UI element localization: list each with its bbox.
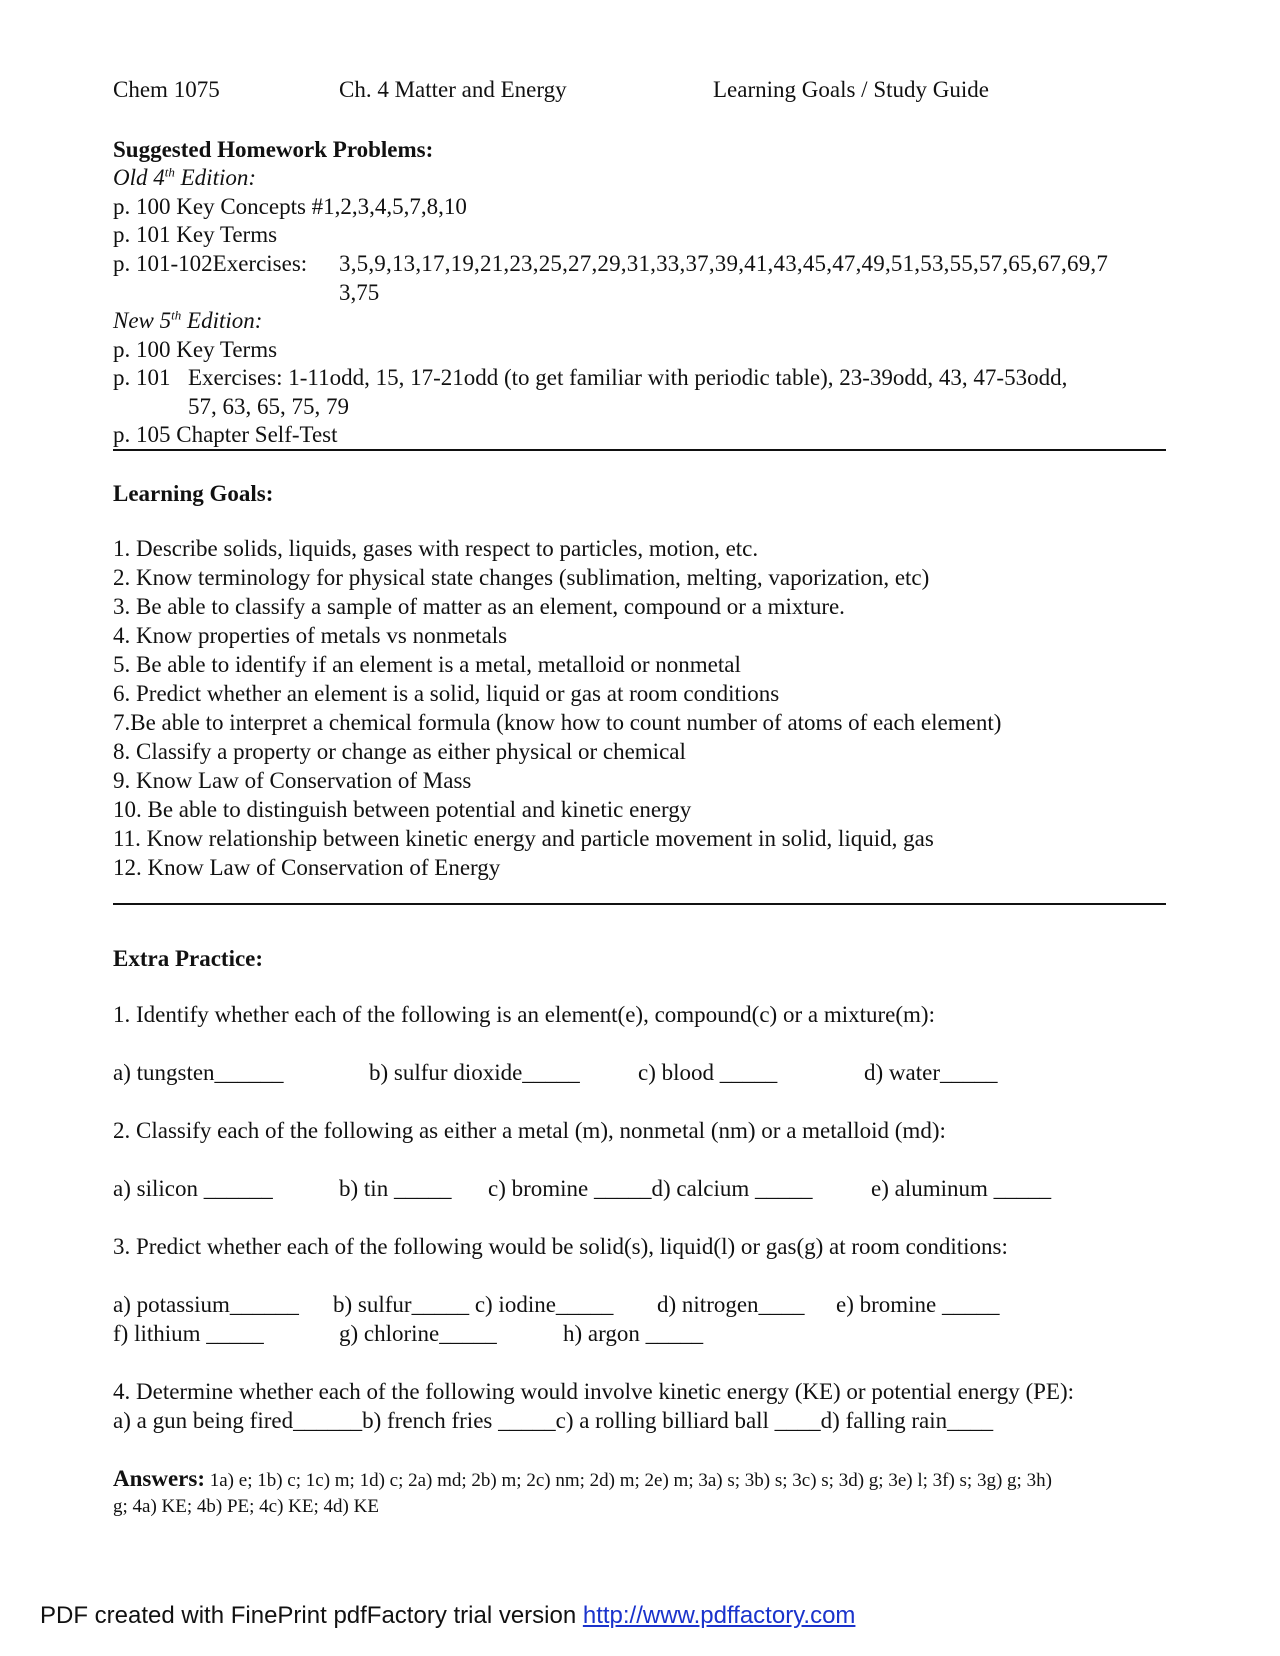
q1-item-b: b) sulfur dioxide_____ <box>369 1060 580 1085</box>
extra-practice-heading: Extra Practice: <box>113 946 264 971</box>
new-edition-label: New 5th Edition: <box>113 307 263 333</box>
q3-item-d: d) nitrogen____ <box>657 1292 805 1317</box>
learning-goals-heading: Learning Goals: <box>113 481 274 506</box>
old-exercises-label: p. 101-102Exercises: <box>113 251 308 276</box>
guide-title: Learning Goals / Study Guide <box>713 77 989 102</box>
new-exercises-line2: 57, 63, 65, 75, 79 <box>188 394 349 419</box>
q3-item-h: h) argon _____ <box>563 1321 704 1346</box>
q1-item-a: a) tungsten______ <box>113 1060 284 1085</box>
question-4-prompt: 4. Determine whether each of the following would involve kinetic energy (KE) or potential energy (PE): <box>113 1379 1075 1404</box>
answers-text-1: 1a) e; 1b) c; 1c) m; 1d) c; 2a) md; 2b) m; 2c) nm; 2d) m; 2e) m; 3a) s; 3b) s; 3c) s; 3d) g; 3e) l; 3f) s; 3g) g; 3h) <box>205 1470 1052 1491</box>
old-edition-label: Old 4th Edition: <box>113 164 257 190</box>
old-exercises-line2: 3,75 <box>339 280 380 305</box>
new-exercises-label: p. 101 <box>113 365 171 390</box>
goal-item: 10. Be able to distinguish between potential and kinetic energy <box>113 797 692 822</box>
q2-item-e: e) aluminum _____ <box>871 1176 1052 1201</box>
goal-item: 6. Predict whether an element is a solid, liquid or gas at room conditions <box>113 681 780 706</box>
q3-item-b-c: b) sulfur_____ c) iodine_____ <box>333 1292 614 1317</box>
q1-item-d: d) water_____ <box>864 1060 998 1085</box>
goal-item: 1. Describe solids, liquids, gases with respect to particles, motion, etc. <box>113 536 759 561</box>
goal-item: 8. Classify a property or change as either physical or chemical <box>113 739 686 764</box>
pdffactory-link[interactable]: http://www.pdffactory.com <box>582 1602 856 1629</box>
q2-item-c-d: c) bromine _____d) calcium _____ <box>488 1176 813 1201</box>
old-exercises-line1: 3,5,9,13,17,19,21,23,25,27,29,31,33,37,39,41,43,45,47,49,51,53,55,57,65,67,69,7 <box>339 251 1109 276</box>
chapter-title: Ch. 4 Matter and Energy <box>339 77 567 102</box>
goal-item: 5. Be able to identify if an element is a metal, metalloid or nonmetal <box>113 652 741 677</box>
goal-item: 4. Know properties of metals vs nonmetals <box>113 623 508 648</box>
goal-item: 12. Know Law of Conservation of Energy <box>113 855 501 880</box>
q3-item-f: f) lithium _____ <box>113 1321 264 1346</box>
goal-item: 7.Be able to interpret a chemical formula (know how to count number of atoms of each element) <box>113 710 1002 735</box>
course-name: Chem 1075 <box>113 77 220 102</box>
q1-item-c: c) blood _____ <box>638 1060 778 1085</box>
question-2-prompt: 2. Classify each of the following as either a metal (m), nonmetal (nm) or a metalloid (md): <box>113 1118 946 1143</box>
answers-label: Answers: <box>113 1466 205 1491</box>
goal-item: 3. Be able to classify a sample of matter as an element, compound or a mixture. <box>113 594 845 619</box>
answers-line-2: g; 4a) KE; 4b) PE; 4c) KE; 4d) KE <box>113 1496 379 1517</box>
new-self-test: p. 105 Chapter Self-Test <box>113 422 338 447</box>
section-divider <box>113 903 1166 905</box>
q3-item-e: e) bromine _____ <box>836 1292 1000 1317</box>
section-divider <box>113 449 1166 451</box>
pdf-footer <box>40 1602 855 1630</box>
q2-item-b: b) tin _____ <box>339 1176 452 1201</box>
homework-heading: Suggested Homework Problems: <box>113 137 434 162</box>
q4-items: a) a gun being fired______b) french fries _____c) a rolling billiard ball ____d) falling rain____ <box>113 1408 994 1433</box>
q2-item-a: a) silicon ______ <box>113 1176 273 1201</box>
footer-text: PDF created with FinePrint pdfFactory trial version <box>40 1602 583 1629</box>
new-key-terms: p. 100 Key Terms <box>113 337 278 362</box>
old-key-concepts: p. 100 Key Concepts #1,2,3,4,5,7,8,10 <box>113 194 467 219</box>
question-1-prompt: 1. Identify whether each of the following is an element(e), compound(c) or a mixture(m): <box>113 1002 935 1027</box>
q3-item-a: a) potassium______ <box>113 1292 299 1317</box>
question-3-prompt: 3. Predict whether each of the following would be solid(s), liquid(l) or gas(g) at room conditions: <box>113 1234 1008 1259</box>
q3-item-g: g) chlorine_____ <box>339 1321 497 1346</box>
old-key-terms: p. 101 Key Terms <box>113 222 278 247</box>
goal-item: 9. Know Law of Conservation of Mass <box>113 768 472 793</box>
goal-item: 2. Know terminology for physical state changes (sublimation, melting, vaporization, etc) <box>113 565 930 590</box>
new-exercises-line1: Exercises: 1-11odd, 15, 17-21odd (to get familiar with periodic table), 23-39odd, 43, 47-53odd, <box>188 365 1068 390</box>
answers-line-1 <box>113 1465 1052 1495</box>
goal-item: 11. Know relationship between kinetic energy and particle movement in solid, liquid, gas <box>113 826 934 851</box>
